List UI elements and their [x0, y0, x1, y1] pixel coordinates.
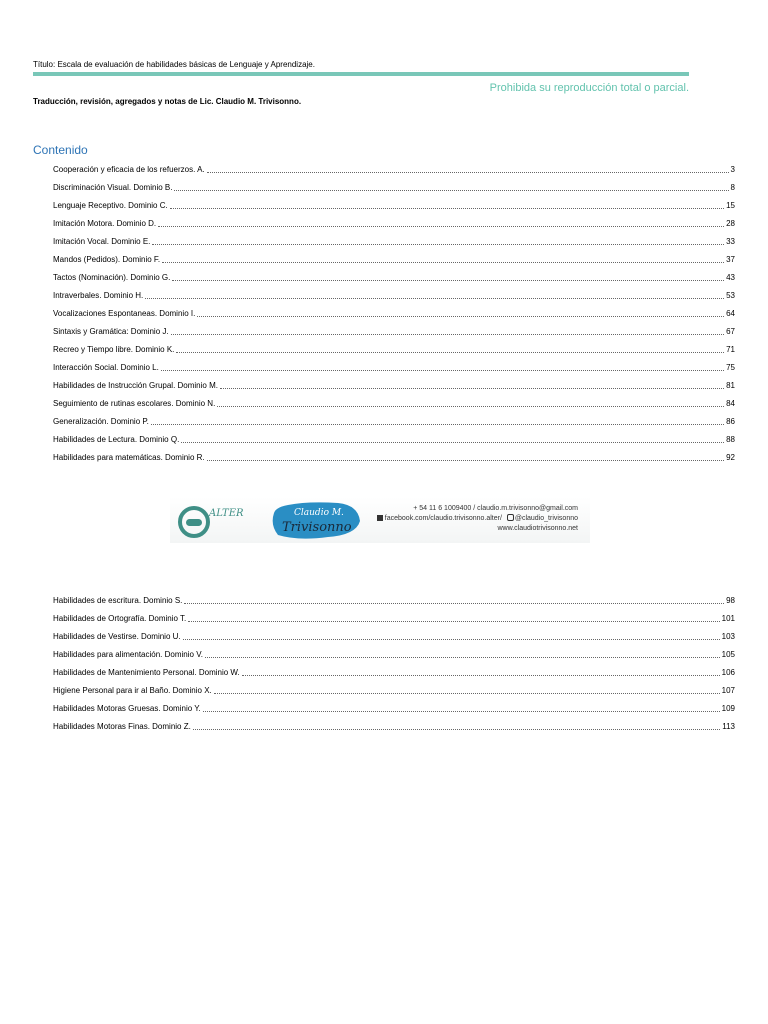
toc-dot-leader: [205, 657, 720, 658]
toc-entry[interactable]: [53, 355, 735, 373]
toc-entry-title: Seguimiento de rutinas escolares. Dominio N.: [53, 399, 216, 408]
toc-dot-leader: [184, 603, 724, 604]
toc-dot-leader: [207, 460, 724, 461]
toc-entry-page: 3: [730, 165, 735, 174]
header-rule: [33, 72, 689, 76]
toc-entry-title: Recreo y Tiempo libre. Dominio K.: [53, 345, 175, 354]
toc-dot-leader: [183, 639, 720, 640]
toc-entry-title: Sintaxis y Gramática: Dominio J.: [53, 327, 169, 336]
toc-entry[interactable]: [53, 391, 735, 409]
instagram-icon: [507, 514, 514, 521]
alter-logo: [176, 501, 248, 541]
trivisonno-logo: [268, 499, 364, 541]
toc-entry-title: Habilidades de Ortografía. Dominio T.: [53, 614, 187, 623]
toc-entry[interactable]: [53, 696, 735, 714]
contact-facebook: facebook.com/claudio.trivisonno.alter/: [384, 515, 502, 522]
toc-entry-title: Imitación Vocal. Dominio E.: [53, 237, 151, 246]
toc-entry[interactable]: [53, 445, 735, 463]
toc-entry[interactable]: [53, 642, 735, 660]
toc-entry[interactable]: [53, 247, 735, 265]
toc-entry-title: Interacción Social. Dominio L.: [53, 363, 159, 372]
toc-dot-leader: [214, 693, 720, 694]
toc-dot-leader: [242, 675, 720, 676]
toc-entry[interactable]: [53, 588, 735, 606]
toc-entry[interactable]: [53, 678, 735, 696]
toc-entry-title: Habilidades para alimentación. Dominio V.: [53, 650, 204, 659]
toc-entry[interactable]: [53, 624, 735, 642]
toc-list: [53, 157, 735, 463]
toc-entry[interactable]: [53, 409, 735, 427]
toc-entry[interactable]: [53, 301, 735, 319]
toc-entry[interactable]: [53, 283, 735, 301]
toc-entry[interactable]: [53, 265, 735, 283]
toc-entry-page: 88: [726, 435, 735, 444]
toc-entry[interactable]: [53, 193, 735, 211]
toc-entry-title: Lenguaje Receptivo. Dominio C.: [53, 201, 168, 210]
contact-phone-email: + 54 11 6 1009400 / claudio.m.trivisonno@gmail.com: [413, 505, 578, 512]
toc-entry-page: 105: [721, 650, 735, 659]
toc-entry-title: Habilidades Motoras Finas. Dominio Z.: [53, 722, 191, 731]
toc-entry-page: 15: [726, 201, 735, 210]
toc-entry-page: 81: [726, 381, 735, 390]
toc-dot-leader: [170, 208, 724, 209]
trivisonno-logo-line1: Claudio M.: [294, 508, 344, 518]
toc-entry[interactable]: [53, 229, 735, 247]
toc-entry-page: 103: [721, 632, 735, 641]
toc-entry-page: 37: [726, 255, 735, 264]
toc-entry-page: 84: [726, 399, 735, 408]
toc-entry[interactable]: [53, 157, 735, 175]
toc-entry[interactable]: [53, 606, 735, 624]
toc-entry-title: Intraverbales. Dominio H.: [53, 291, 144, 300]
toc-entry[interactable]: [53, 373, 735, 391]
toc-dot-leader: [158, 226, 724, 227]
toc-entry[interactable]: [53, 175, 735, 193]
alter-logo-text: ALTER: [209, 508, 244, 519]
toc-entry-page: 53: [726, 291, 735, 300]
toc-dot-leader: [197, 316, 724, 317]
toc-dot-leader: [193, 729, 720, 730]
toc-dot-leader: [174, 190, 728, 191]
trivisonno-logo-line2: Trivisonno: [282, 520, 352, 535]
toc-dot-leader: [162, 262, 724, 263]
toc-entry-page: 107: [721, 686, 735, 695]
toc-entry-title: Cooperación y eficacia de los refuerzos. A.: [53, 165, 205, 174]
contact-website: www.claudiotrivisonno.net: [497, 525, 578, 532]
toc-dot-leader: [207, 172, 729, 173]
toc-dot-leader: [172, 280, 724, 281]
toc-entry[interactable]: [53, 211, 735, 229]
toc-dot-leader: [145, 298, 724, 299]
toc-dot-leader: [176, 352, 724, 353]
page-title: Título: Escala de evaluación de habilidades básicas de Lenguaje y Aprendizaje.: [33, 60, 315, 69]
toc-entry-page: 28: [726, 219, 735, 228]
toc-dot-leader: [217, 406, 724, 407]
toc-entry-page: 33: [726, 237, 735, 246]
toc-entry-page: 113: [722, 722, 735, 731]
toc-entry-title: Habilidades de Vestirse. Dominio U.: [53, 632, 181, 641]
toc-dot-leader: [152, 244, 724, 245]
toc-dot-leader: [203, 711, 720, 712]
toc-dot-leader: [161, 370, 724, 371]
toc-entry[interactable]: [53, 714, 735, 732]
toc-entry-title: Higiene Personal para ir al Baño. Dominio X.: [53, 686, 212, 695]
toc-entry-title: Habilidades Motoras Gruesas. Dominio Y.: [53, 704, 201, 713]
toc-dot-leader: [151, 424, 724, 425]
toc-entry-page: 43: [726, 273, 735, 282]
toc-entry-page: 92: [726, 453, 735, 462]
toc-entry-page: 109: [721, 704, 735, 713]
toc-entry-title: Vocalizaciones Espontaneas. Dominio I.: [53, 309, 196, 318]
toc-dot-leader: [220, 388, 724, 389]
toc-entry[interactable]: [53, 660, 735, 678]
copyright-notice: Prohibida su reproducción total o parcial.: [489, 82, 689, 94]
toc-entry-title: Imitación Motora. Dominio D.: [53, 219, 157, 228]
toc-entry-page: 67: [726, 327, 735, 336]
toc-dot-leader: [188, 621, 719, 622]
toc-entry[interactable]: [53, 427, 735, 445]
brand-banner: [170, 497, 590, 543]
toc-entry-title: Mandos (Pedidos). Dominio F.: [53, 255, 161, 264]
toc-entry-title: Habilidades de escritura. Dominio S.: [53, 596, 183, 605]
contact-info: [377, 504, 578, 534]
toc-entry-page: 8: [730, 183, 735, 192]
toc-dot-leader: [171, 334, 725, 335]
toc-entry-title: Habilidades de Instrucción Grupal. Dominio M.: [53, 381, 218, 390]
toc-entry-page: 101: [721, 614, 735, 623]
toc-entry-title: Tactos (Nominación). Dominio G.: [53, 273, 171, 282]
toc-entry-page: 86: [726, 417, 735, 426]
toc-entry-title: Discriminación Visual. Dominio B.: [53, 183, 173, 192]
toc-entry-page: 71: [726, 345, 735, 354]
toc-list-continued: [53, 588, 735, 732]
toc-entry[interactable]: [53, 337, 735, 355]
credits: Traducción, revisión, agregados y notas de Lic. Claudio M. Trivisonno.: [33, 97, 302, 106]
toc-entry-title: Habilidades de Mantenimiento Personal. Dominio W.: [53, 668, 240, 677]
toc-entry-title: Habilidades de Lectura. Dominio Q.: [53, 435, 180, 444]
toc-entry-page: 98: [726, 596, 735, 605]
toc-entry-title: Generalización. Dominio P.: [53, 417, 149, 426]
toc-entry-page: 64: [726, 309, 735, 318]
toc-entry-page: 75: [726, 363, 735, 372]
toc-dot-leader: [181, 442, 724, 443]
contents-heading: Contenido: [33, 143, 88, 157]
toc-entry-title: Habilidades para matemáticas. Dominio R.: [53, 453, 205, 462]
contact-instagram: @claudio_trivisonno: [514, 515, 578, 522]
toc-entry[interactable]: [53, 319, 735, 337]
toc-entry-page: 106: [721, 668, 735, 677]
facebook-icon: [377, 515, 383, 521]
